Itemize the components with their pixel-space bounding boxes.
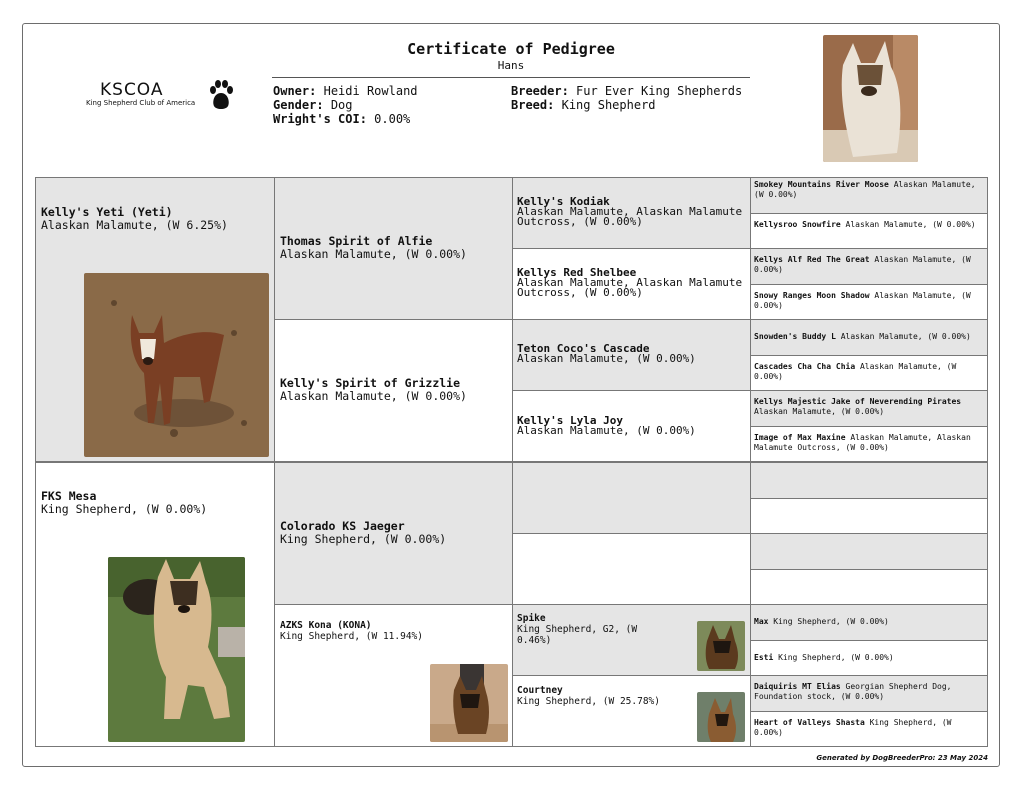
gen3-cell-1 <box>512 177 751 249</box>
dam-detail: King Shepherd, (W 0.00%) <box>41 502 208 516</box>
gen2-detail-4: King Shepherd, (W 11.94%) <box>280 631 423 642</box>
gen4-name-6: Cascades Cha Cha Chia <box>754 362 856 371</box>
gen4-cell-10 <box>750 498 988 534</box>
gen4-detail-7: Alaskan Malamute, (W 0.00%) <box>754 407 885 416</box>
gen3-name-1: Kelly's Kodiak <box>517 195 610 208</box>
gen2-cell-2 <box>274 319 513 462</box>
certificate-title: Certificate of Pedigree <box>407 40 615 58</box>
dam-photo <box>108 557 245 742</box>
breeder-info-block <box>511 84 742 112</box>
gen2-cell-3 <box>274 462 513 605</box>
gen4-cell-7 <box>750 390 988 427</box>
owner-info-block <box>273 84 418 126</box>
subject-dog-photo <box>823 35 918 162</box>
gen4-name-15: Daiquiris MT Elias <box>754 682 841 691</box>
gen2-name-1: Thomas Spirit of Alfie <box>280 234 433 248</box>
generated-by-footer: Generated by DogBreederPro: 23 May 2024 <box>816 754 988 762</box>
gen3-detail-3: Alaskan Malamute, (W 0.00%) <box>517 352 696 365</box>
gen4-detail-13: King Shepherd, (W 0.00%) <box>773 617 889 626</box>
gen4-cell-8 <box>750 426 988 462</box>
gen2-detail-2: Alaskan Malamute, (W 0.00%) <box>280 389 467 403</box>
gen2-cell-1 <box>274 177 513 320</box>
gen2-name-3: Colorado KS Jaeger <box>280 519 405 533</box>
gen4-cell-12 <box>750 569 988 605</box>
gen4-detail-15: Georgian Shepherd Dog, Foundation stock, (W 0.00%) <box>754 682 952 701</box>
gen4-name-4: Snowy Ranges Moon Shadow <box>754 291 870 300</box>
gen4-cell-13 <box>750 604 988 641</box>
gen3-name-4: Kelly's Lyla Joy <box>517 414 623 427</box>
paw-icon <box>208 80 234 112</box>
gen3-detail-2: Alaskan Malamute, Alaskan Malamute Outcross, (W 0.00%) <box>517 276 743 299</box>
gender-value: Dog <box>330 98 353 112</box>
gen3-detail-7: King Shepherd, G2, (W 0.46%) <box>517 624 638 646</box>
gen4-detail-1: Alaskan Malamute, (W 0.00%) <box>754 180 976 199</box>
gen4-cell-2 <box>750 213 988 249</box>
coi-value: 0.00% <box>374 112 411 126</box>
gen4-cell-16 <box>750 711 988 747</box>
logo-subtitle: King Shepherd Club of America <box>86 99 196 107</box>
gen3-detail-8: King Shepherd, (W 25.78%) <box>517 696 660 707</box>
gen4-name-2: Kellysroo Snowfire <box>754 220 841 229</box>
gender-label: Gender: <box>273 98 324 112</box>
gen3-cell-2 <box>512 248 751 320</box>
spike-photo <box>697 621 745 671</box>
gen4-cell-5 <box>750 319 988 356</box>
gen4-cell-4 <box>750 284 988 320</box>
gen4-name-5: Snowden's Buddy L <box>754 332 836 341</box>
gen4-name-13: Max <box>754 617 769 626</box>
breed-value: King Shepherd <box>561 98 656 112</box>
logo-text: KSCOA <box>100 80 164 100</box>
gen4-cell-11 <box>750 533 988 570</box>
gen3-cell-5 <box>512 462 751 534</box>
gen4-name-16: Heart of Valleys Shasta <box>754 718 865 727</box>
sire-detail: Alaskan Malamute, (W 6.25%) <box>41 218 228 232</box>
gen4-detail-2: Alaskan Malamute, (W 0.00%) <box>845 220 976 229</box>
sire-photo <box>84 273 269 457</box>
gen4-detail-14: King Shepherd, (W 0.00%) <box>778 653 894 662</box>
header-divider <box>272 77 750 78</box>
coi-label: Wright's COI: <box>273 112 367 126</box>
gen2-name-2: Kelly's Spirit of Grizzlie <box>280 376 461 390</box>
gen4-name-8: Image of Max Maxine <box>754 433 846 442</box>
breed-label: Breed: <box>511 98 555 112</box>
gen4-name-14: Esti <box>754 653 774 662</box>
gen3-name-7: Spike <box>517 613 546 624</box>
gen2-name-4: AZKS Kona (KONA) <box>280 620 372 631</box>
gen4-cell-3 <box>750 248 988 285</box>
gen2-detail-3: King Shepherd, (W 0.00%) <box>280 532 447 546</box>
gen3-name-2: Kellys Red Shelbee <box>517 266 637 279</box>
gen3-name-8: Courtney <box>517 685 563 696</box>
breeder-value: Fur Ever King Shepherds <box>576 84 743 98</box>
gen4-detail-3: Alaskan Malamute, (W 0.00%) <box>754 255 971 274</box>
dog-name: Hans <box>497 59 525 72</box>
gen4-detail-5: Alaskan Malamute, (W 0.00%) <box>840 332 971 341</box>
dam-name: FKS Mesa <box>41 489 97 503</box>
gen4-cell-9 <box>750 462 988 499</box>
gen3-cell-3 <box>512 319 751 391</box>
owner-label: Owner: <box>273 84 317 98</box>
gen4-cell-15 <box>750 675 988 712</box>
gen3-cell-6 <box>512 533 751 605</box>
gen2-detail-1: Alaskan Malamute, (W 0.00%) <box>280 247 467 261</box>
gen4-cell-6 <box>750 355 988 391</box>
gen4-name-3: Kellys Alf Red The Great <box>754 255 870 264</box>
gen4-name-1: Smokey Mountains River Moose <box>754 180 889 189</box>
kona-photo <box>430 664 508 742</box>
gen4-detail-16: King Shepherd, (W 0.00%) <box>754 718 952 737</box>
gen4-name-7: Kellys Majestic Jake of Neverending Pirates <box>754 397 962 406</box>
gen4-cell-1 <box>750 177 988 214</box>
gen3-name-3: Teton Coco's Cascade <box>517 342 650 355</box>
gen4-cell-14 <box>750 640 988 676</box>
gen3-detail-1: Alaskan Malamute, Alaskan Malamute Outcross, (W 0.00%) <box>517 205 743 228</box>
sire-name: Kelly's Yeti (Yeti) <box>41 205 173 219</box>
gen4-detail-4: Alaskan Malamute, (W 0.00%) <box>754 291 971 310</box>
gen3-cell-4 <box>512 390 751 462</box>
owner-value: Heidi Rowland <box>323 84 418 98</box>
gen4-detail-6: Alaskan Malamute, (W 0.00%) <box>754 362 957 381</box>
breeder-label: Breeder: <box>511 84 569 98</box>
gen4-detail-8: Alaskan Malamute, Alaskan Malamute Outcross, (W 0.00%) <box>754 433 971 452</box>
courtney-photo <box>697 692 745 742</box>
gen3-detail-4: Alaskan Malamute, (W 0.00%) <box>517 424 696 437</box>
